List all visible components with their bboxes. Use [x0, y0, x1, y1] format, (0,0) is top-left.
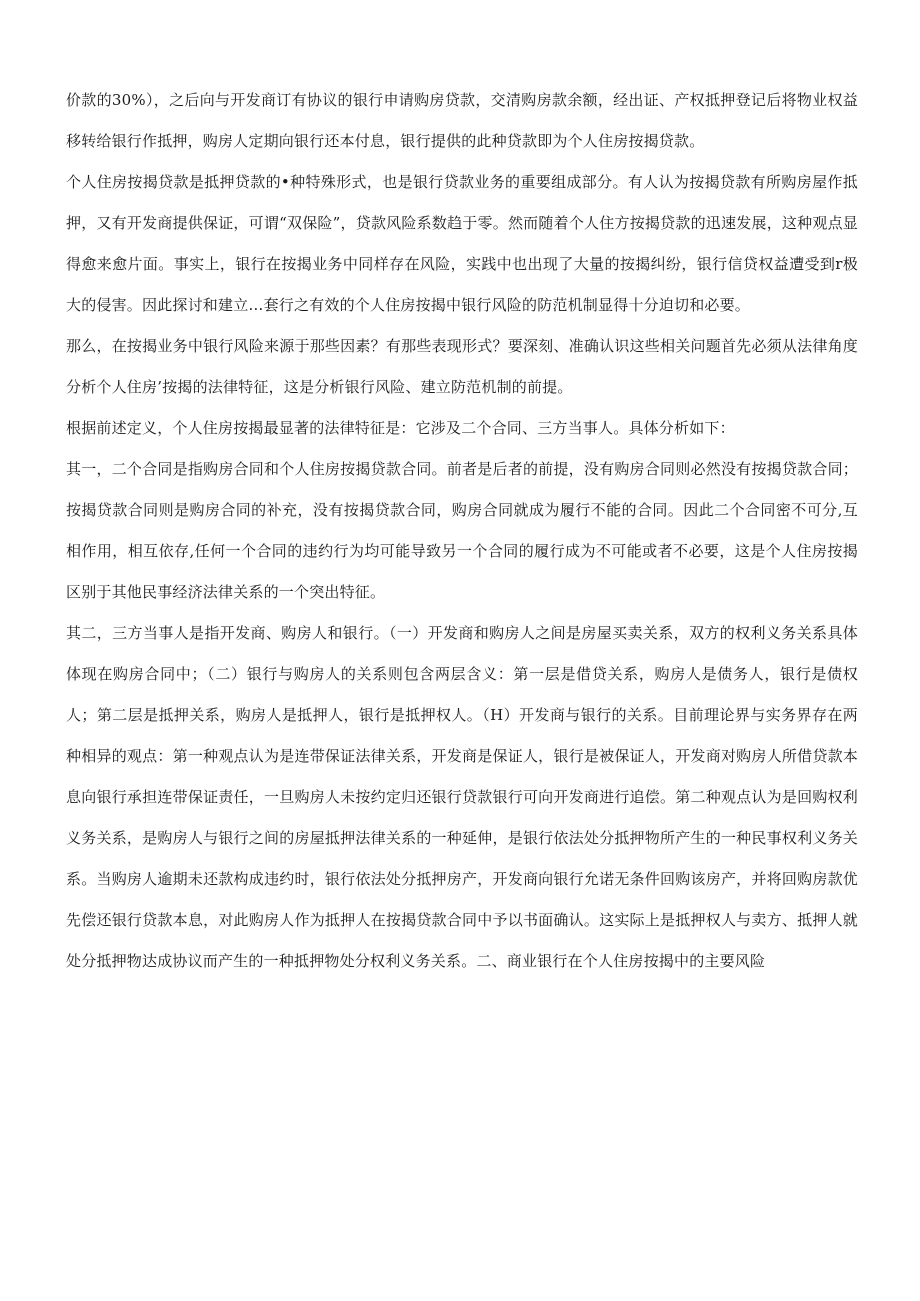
paragraph-5: 其一，二个合同是指购房合同和个人住房按揭贷款合同。前者是后者的前提，没有购房合同则必然没有按揭贷款合同；按揭贷款合同则是购房合同的补充，没有按揭贷款合同，购房合同就成为履行不能的合同。因此二个合同密不可分,互相作用，相互依存,任何一个合同的违约行为均可能导致另一个合同的履行成为不可能或者不必要，这是个人住房按揭区别于其他民事经济法律关系的一个突出特征。	[66, 460, 858, 601]
paragraph-4: 根据前述定义，个人住房按揭最显著的法律特征是：它涉及二个合同、三方当事人。具体分析如下：	[66, 419, 735, 437]
document-body	[66, 80, 858, 982]
paragraph-3: 那么，在按揭业务中银行风险来源于那些因素？有那些表现形式？要深刻、准确认识这些相关问题首先必须从法律角度分析个人住房’按揭的法律特征，这是分析银行风险、建立防范机制的前提。	[66, 337, 858, 396]
paragraph-6: 其二，三方当事人是指开发商、购房人和银行。（一）开发商和购房人之间是房屋买卖关系，双方的权利义务关系具体体现在购房合同中；（二）银行与购房人的关系则包含两层含义：第一层是借贷关系，购房人是债务人，银行是债权人；第二层是抵押关系，购房人是抵押人，银行是抵押权人。（H）开发商与银行的关系。目前理论界与实务界存在两种相异的观点：第一种观点认为是连带保证法律关系，开发商是保证人，银行是被保证人，开发商对购房人所借贷款本息向银行承担连带保证责任，一旦购房人未按约定归还银行贷款银行可向开发商进行追偿。第二种观点认为是回购权利义务关系，是购房人与银行之间的房屋抵押法律关系的一种延伸，是银行依法处分抵押物所产生的一种民事权利义务关系。当购房人逾期未还款构成违约时，银行依法处分抵押房产，开发商向银行允诺无条件回购该房产，并将回购房款优先偿还银行贷款本息，对此购房人作为抵押人在按揭贷款合同中予以书面确认。这实际上是抵押权人与卖方、抵押人就处分抵押物达成协议而产生的一种抵押物处分权利义务关系。二、商业银行在个人住房按揭中的主要风险	[66, 624, 858, 970]
paragraph-2: 个人住房按揭贷款是抵押贷款的•种特殊形式，也是银行贷款业务的重要组成部分。有人认为按揭贷款有所购房屋作抵押，又有开发商提供保证，可谓“双保险”，贷款风险系数趋于零。然而随着个人住方按揭贷款的迅速发展，这种观点显得愈来愈片面。事实上，银行在按揭业务中同样存在风险，实践中也出现了大量的按揭纠纷，银行信贷权益遭受到r极大的侵害。因此探讨和建立…套行之有效的个人住房按揭中银行风险的防范机制显得十分迫切和必要。	[66, 173, 858, 314]
paragraph-1: 价款的30%），之后向与开发商订有协议的银行申请购房贷款，交清购房款余额，经出证、产权抵押登记后将物业权益移转给银行作抵押，购房人定期向银行还本付息，银行提供的此种贷款即为个人住房按揭贷款。	[66, 91, 858, 150]
